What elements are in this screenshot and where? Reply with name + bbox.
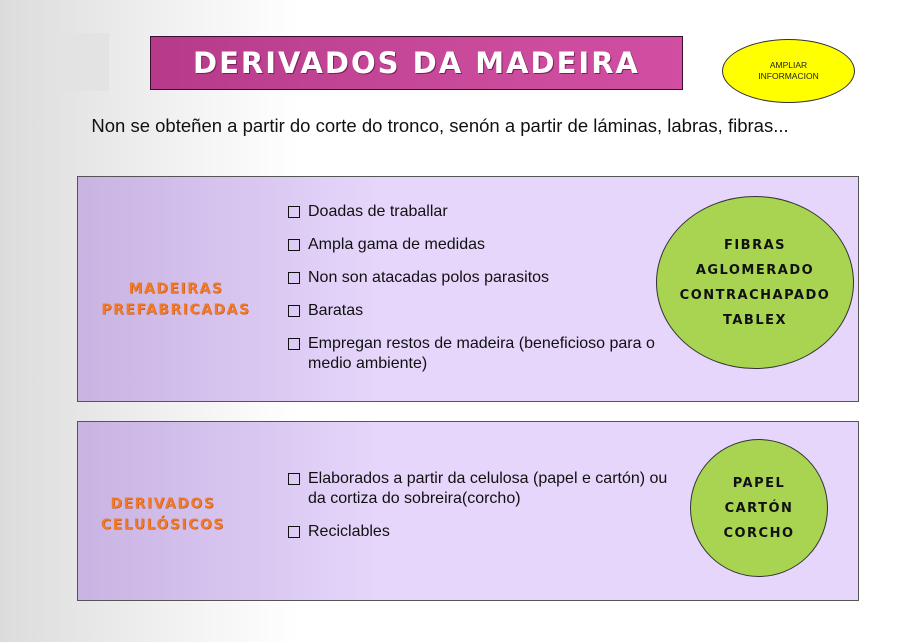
circle-item: CARTÓN [724,500,794,516]
decorative-square [57,33,109,91]
bullet-text: Baratas [308,302,364,319]
page-title: DERIVADOS DA MADEIRA [193,46,640,80]
bullet-text: Non son atacadas polos parasitos [308,269,550,286]
checkbox-square-icon [288,206,300,218]
checkbox-square-icon [288,526,300,538]
types-circle [656,196,854,369]
checkbox-square-icon [288,272,300,284]
bullet-item [286,268,676,288]
checkbox-square-icon [288,473,300,485]
panel-derivados-celulosicos [77,421,859,601]
checkbox-square-icon [288,338,300,350]
title-banner [150,36,683,90]
types-circle [690,439,828,577]
bullet-item [286,469,676,509]
bullet-list [286,469,676,555]
circle-item: CONTRACHAPADO [679,287,831,303]
panel-label: DERIVADOS CELULÓSICOS [100,496,225,533]
checkbox-square-icon [288,305,300,317]
bullet-text: Reciclables [308,523,390,540]
panel-label: MADEIRAS PREFABRICADAS [101,281,251,318]
circle-item: PAPEL [732,475,786,491]
bullet-item [286,202,676,222]
bullet-text: Ampla gama de medidas [308,236,485,253]
circle-item: CORCHO [723,525,795,541]
ampliar-informacion-button[interactable] [722,39,855,103]
ampliar-informacion-label: AMPLIAR INFORMACION [758,60,819,81]
bullet-text: Doadas de traballar [308,203,448,220]
bullet-item [286,301,676,321]
bullet-list [286,202,676,387]
intro-text: Non se obteñen a partir do corte do tronco, senón a partir de láminas, labras, fibras... [91,115,789,136]
bullet-text: Elaborados a partir da celulosa (papel e cartón) ou da cortiza do sobreira(corcho) [308,470,668,507]
bullet-item [286,235,676,255]
panel-madeiras-prefabricadas [77,176,859,402]
circle-item: FIBRAS [723,237,787,253]
bullet-text: Empregan restos de madeira (beneficioso para o medio ambiente) [308,335,655,372]
circle-item: TABLEX [722,312,787,328]
circle-item: AGLOMERADO [695,262,815,278]
checkbox-square-icon [288,239,300,251]
bullet-item [286,334,676,374]
bullet-item [286,522,676,542]
